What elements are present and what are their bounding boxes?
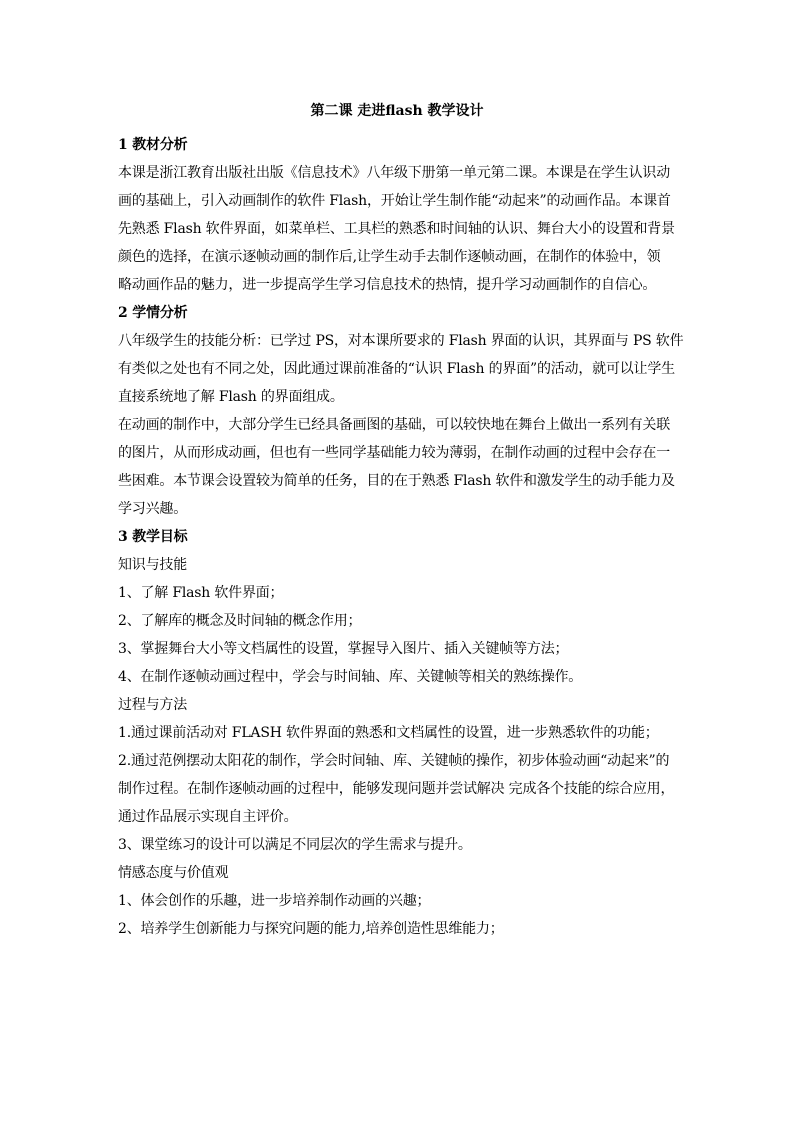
text-line: 1、了解 Flash 软件界面；: [118, 585, 284, 601]
text-line: 有类似之处也有不同之处，因此通过课前准备的“认识 Flash 的界面”的活动，就可以让学生: [118, 361, 675, 377]
text-line: 2、了解库的概念及时间轴的概念作用；: [118, 613, 362, 629]
text-line: 3、掌握舞台大小等文档属性的设置，掌握导入图片、插入关键帧等方法；: [118, 641, 569, 657]
text-line: 颜色的选择，在演示逐帧动画的制作后,让学生动手去制作逐帧动画，在制作的体验中，领: [118, 249, 661, 265]
text-line: 1、体会创作的乐趣，进一步培养制作动画的兴趣；: [118, 893, 431, 909]
text-line: 制作过程。在制作逐帧动画的过程中，能够发现问题并尝试解决 完成各个技能的综合应用，: [118, 781, 675, 797]
text-line: 通过作品展示实现自主评价。: [118, 809, 298, 825]
text-line: 知识与技能: [118, 557, 187, 573]
text-line: 情感态度与价值观: [118, 865, 229, 881]
text-line: 2.通过范例摆动太阳花的制作，学会时间轴、库、关键帧的操作，初步体验动画“动起来”的: [118, 753, 670, 769]
section-heading: 2 学情分析: [118, 305, 188, 321]
text-line: 略动画作品的魅力，进一步提高学生学习信息技术的热情，提升学习动画制作的自信心。: [118, 277, 657, 293]
text-line: 1.通过课前活动对 FLASH 软件界面的熟悉和文档属性的设置，进一步熟悉软件的功能；: [118, 725, 659, 741]
document-title: 第二课 走进flash 教学设计: [310, 103, 484, 119]
text-line: 八年级学生的技能分析：已学过 PS，对本课所要求的 Flash 界面的认识，其界面与 PS 软件: [118, 333, 684, 349]
text-line: 3、课堂练习的设计可以满足不同层次的学生需求与提升。: [118, 837, 472, 853]
text-line: 学习兴趣。: [118, 501, 187, 517]
text-line: 2、培养学生创新能力与探究问题的能力,培养创造性思维能力；: [118, 921, 504, 937]
text-line: 4、在制作逐帧动画过程中，学会与时间轴、库、关键帧等相关的熟练操作。: [118, 669, 583, 685]
text-line: 过程与方法: [118, 697, 187, 713]
text-line: 直接系统地了解 Flash 的界面组成。: [118, 389, 344, 405]
section-heading: 1 教材分析: [118, 137, 188, 153]
document-body: [118, 131, 684, 943]
text-line: 先熟悉 Flash 软件界面，如菜单栏、工具栏的熟悉和时间轴的认识、舞台大小的设置和背景: [118, 221, 675, 237]
text-line: 本课是浙江教育出版社出版《信息技术》八年级下册第一单元第二课。本课是在学生认识动: [118, 165, 670, 181]
text-line: 些困难。本节课会设置较为简单的任务，目的在于熟悉 Flash 软件和激发学生的动手能力及: [118, 473, 675, 489]
section-heading: 3 教学目标: [118, 529, 188, 545]
text-line: 在动画的制作中，大部分学生已经具备画图的基础，可以较快地在舞台上做出一系列有关联: [118, 417, 670, 433]
text-line: 画的基础上，引入动画制作的软件 Flash，开始让学生制作能“动起来”的动画作品。本课首: [118, 193, 671, 209]
text-line: 的图片，从而形成动画，但也有一些同学基础能力较为薄弱，在制作动画的过程中会存在一: [118, 445, 670, 461]
